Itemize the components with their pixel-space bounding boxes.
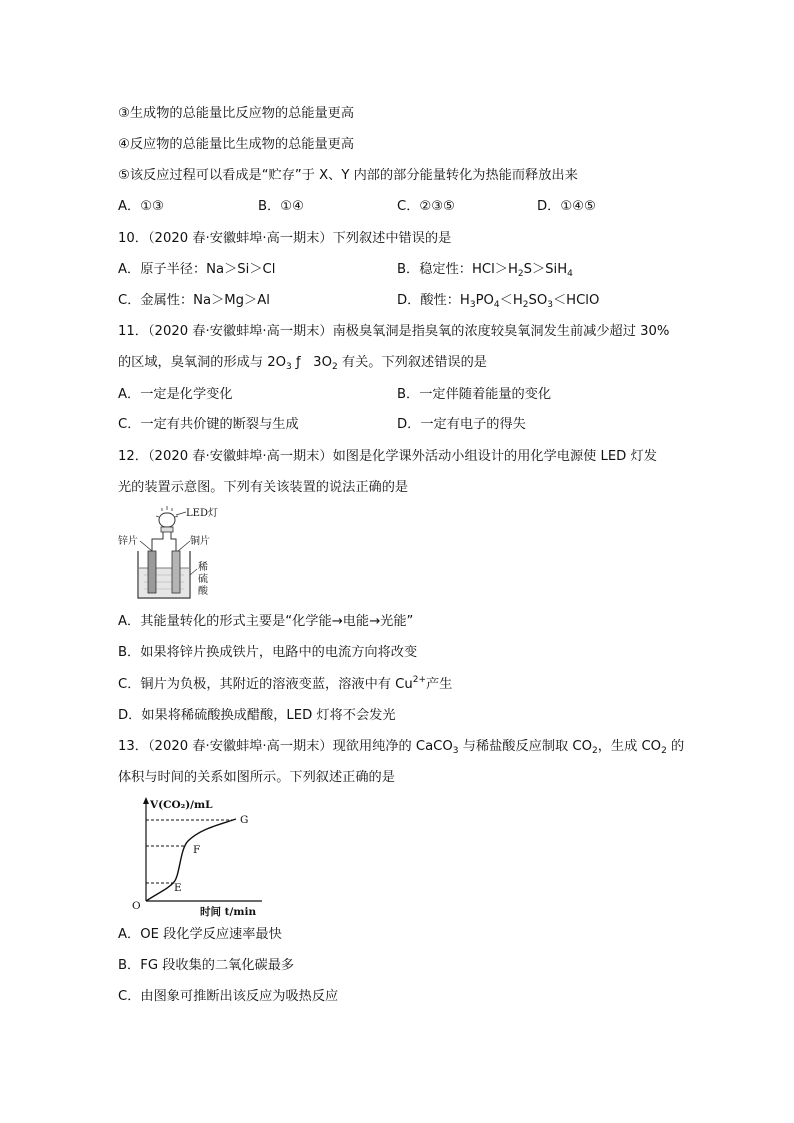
- q10-option-b: B．稳定性：$HCl>H_2S>SiH_4$: [397, 262, 573, 279]
- q13-option-b: B．FG 段收集的二氧化碳最多: [118, 958, 295, 973]
- q9-option-a: A．①③: [118, 199, 164, 214]
- q9-item-3: ③生成物的总能量比反应物的总能量更高: [118, 106, 355, 121]
- q9-item-4: ④反应物的总能量比生成物的总能量更高: [118, 137, 355, 152]
- q13-stem-line2: 体积与时间的关系如图所示。下列叙述正确的是: [118, 770, 395, 785]
- q9-option-b: B．①④: [258, 199, 304, 214]
- q10-option-c: C．金属性：Na＞Mg＞Al: [118, 293, 270, 308]
- q12-option-a: A．其能量转化的形式主要是“化学能→电能→光能”: [118, 614, 414, 629]
- point-e-label: E: [174, 882, 182, 894]
- co2-volume-chart: [128, 795, 268, 920]
- beaker-icon: [138, 551, 190, 598]
- q10-stem: 10．（2020 春·安徽蚌埠·高一期末）下列叙述中错误的是: [118, 231, 452, 246]
- acid-label-2: 硫: [198, 574, 208, 585]
- led-bulb-icon: [156, 506, 178, 532]
- q10-option-a: A．原子半径：Na＞Si＞Cl: [118, 262, 276, 277]
- origin-label: O: [132, 900, 141, 912]
- q9-option-c: C．②③⑤: [397, 199, 455, 214]
- q12-stem-line2: 光的装置示意图。下列有关该装置的说法正确的是: [118, 480, 409, 495]
- q12-option-b: B．如果将锌片换成铁片，电路中的电流方向将改变: [118, 645, 418, 660]
- q12-option-c: C．铜片为负极，其附近的溶液变蓝，溶液中有 $Cu^{2+}$产生: [118, 675, 453, 692]
- acid-label-3: 酸: [198, 586, 208, 597]
- zinc-electrode: [148, 551, 156, 593]
- q10-option-d: D．酸性：$H_3PO_4<H_2SO_3<HClO$: [397, 293, 600, 310]
- q13-option-a: A．OE 段化学反应速率最快: [118, 927, 282, 942]
- point-g-label: G: [240, 814, 249, 826]
- q11-stem-line1: 11．（2020 春·安徽蚌埠·高一期末）南极臭氧洞是指臭氧的浓度较臭氧洞发生前减少超过 30%: [118, 324, 670, 339]
- copper-label: 铜片: [190, 536, 210, 547]
- q12-option-d: D．如果将稀硫酸换成醋酸，LED 灯将不会发光: [118, 708, 396, 723]
- q11-stem-line2: 的区域，臭氧洞的形成与 $2O_3$ ƒ $3O_2$ 有关。下列叙述错误的是: [118, 355, 487, 372]
- q9-item-5: ⑤该反应过程可以看成是“贮存”于 X、Y 内部的部分能量转化为热能而释放出来: [118, 168, 578, 183]
- zinc-label: 锌片: [118, 536, 138, 547]
- y-axis-label: V(CO₂)/mL: [150, 799, 213, 811]
- q9-option-d: D．①④⑤: [537, 199, 596, 214]
- acid-label-1: 稀: [198, 562, 208, 573]
- q11-option-b: B．一定伴随着能量的变化: [397, 387, 552, 402]
- q13-stem-line1: 13．（2020 春·安徽蚌埠·高一期末）现欲用纯净的 CaCO$_3$ 与稀盐酸反应制取 $CO_2$，生成 $CO_2$ 的: [118, 739, 685, 756]
- q12-stem-line1: 12．（2020 春·安徽蚌埠·高一期末）如图是化学课外活动小组设计的用化学电源使 LED 灯发: [118, 449, 657, 464]
- q11-option-c: C．一定有共价键的断裂与生成: [118, 417, 299, 432]
- q13-option-c: C．由图象可推断出该反应为吸热反应: [118, 989, 339, 1004]
- copper-electrode: [172, 551, 180, 593]
- led-label: LED灯: [186, 508, 218, 519]
- led-cell-figure: [118, 503, 228, 603]
- q11-option-a: A．一定是化学变化: [118, 387, 233, 402]
- co2-curve: [146, 819, 236, 901]
- x-axis-label: 时间 t/min: [200, 906, 257, 918]
- point-f-label: F: [193, 844, 201, 856]
- q11-option-d: D．一定有电子的得失: [397, 417, 526, 432]
